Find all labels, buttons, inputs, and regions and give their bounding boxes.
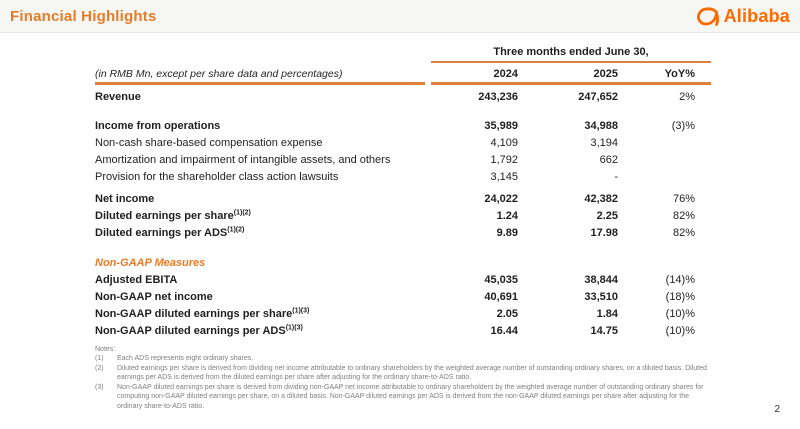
col-header-2024: 2024 xyxy=(493,68,518,80)
col-header-yoy: YoY% xyxy=(664,68,695,80)
footnote-2: (2) Diluted earnings per share is derived from dividing net income attributable to ordinary shareholders by the weighted average number of outstanding ordinary shares, on a diluted basis. Diluted earnings per ADS is derived from the diluted earnings per share after adjusting for the ordinary share-to-ADS ratio. xyxy=(95,364,707,382)
table-row: Provision for the shareholder class action lawsuits 3,145 - xyxy=(95,170,618,183)
table-caption: (in RMB Mn, except per share data and percentages) xyxy=(95,68,343,80)
page-number: 2 xyxy=(774,404,780,415)
table-row: Revenue 243,236 247,652 2% xyxy=(95,90,695,103)
footnote-ref: (1)(2) xyxy=(227,225,245,233)
table-row: Diluted earnings per share$^{(1)(2)}$ 1.24 2.25 82% xyxy=(95,208,695,222)
alibaba-logo-text: Alibaba xyxy=(723,5,790,26)
col-header-2025: 2025 xyxy=(593,68,618,80)
table-row: Net income 24,022 42,382 76% xyxy=(95,192,695,205)
table-row: Diluted earnings per $ADS^{(1)(2)}$ 9.89 17.98 82% xyxy=(95,225,695,239)
alibaba-smile-icon xyxy=(695,6,722,27)
footnote-3: (3) Non-GAAP diluted earnings per share is derived from dividing non-GAAP net income attributable to ordinary shareholders by the weighted average number of outstanding ordinary shares for computing non-GAAP diluted earnings per share, on a diluted basis. Non-GAAP diluted earnings per ADS is derived from the non-GAAP diluted earnings per share after adjusting for the ordinary share-to-ADS ratio. xyxy=(95,383,704,410)
period-header-row xyxy=(95,46,711,63)
table-row: Non-GAAP net income 40,691 33,510 (18)% xyxy=(95,290,695,303)
column-header-row xyxy=(95,63,711,82)
footnote-ref: (1)(3) xyxy=(292,306,310,314)
notes-title: Notes: xyxy=(95,346,116,353)
header-rule xyxy=(95,82,711,85)
non-gaap-section-heading: Non-GAAP Measures xyxy=(95,256,206,269)
table-row: Non-GAAP diluted earnings per share$^{(1)(3)}$ 2.05 1.84 (10)% xyxy=(95,306,695,320)
table-row: Non-GAAP diluted earnings per $ADS^{(1)(3)}$ 16.44 14.75 (10)% xyxy=(95,323,695,337)
page-title: Financial Highlights xyxy=(10,7,157,25)
footnote-1: (1) Each ADS represents eight ordinary shares. xyxy=(95,355,254,363)
footnote-ref: (1)(3) xyxy=(285,323,303,331)
table-row: Non-cash share-based compensation expense 4,109 3,194 xyxy=(95,136,618,149)
header-band xyxy=(0,0,800,33)
footnote-ref: (1)(2) xyxy=(233,208,251,216)
period-header: Three months ended June 30, xyxy=(431,46,711,63)
table-row: Adjusted EBITA 45,035 38,844 (14)% xyxy=(95,273,695,286)
table-row: Amortization and impairment of intangible assets, and others 1,792 662 xyxy=(95,153,618,166)
financial-highlights-table xyxy=(95,46,711,339)
footnotes xyxy=(95,345,713,411)
table-row: Income from operations 35,989 34,988 (3)% xyxy=(95,119,695,132)
alibaba-logo xyxy=(695,6,790,27)
